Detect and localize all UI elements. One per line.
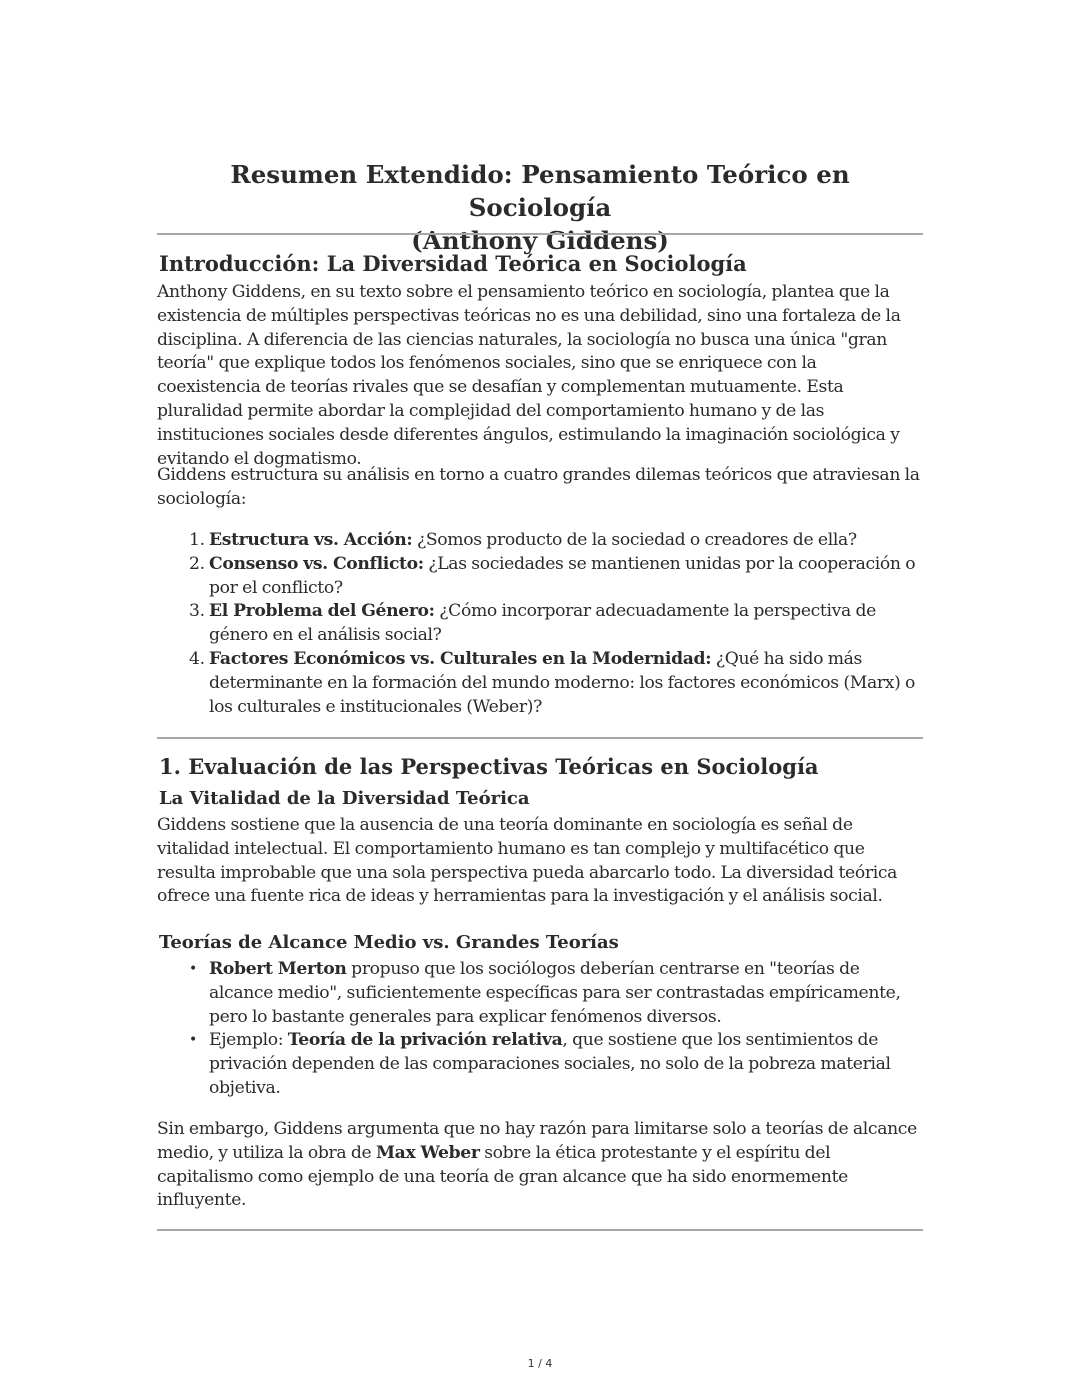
list-number: 3. bbox=[189, 601, 205, 622]
dilemma-text: ¿Las sociedades se mantienen unidas por la cooperación o por el conflicto? bbox=[209, 553, 916, 598]
dilemma-term: Estructura vs. Acción: bbox=[209, 530, 413, 550]
document-title-line2: (Anthony Giddens) bbox=[411, 226, 669, 255]
section1-closing-paragraph: Sin embargo, Giddens argumenta que no hay razón para limitarse solo a teorías de alcance medio, y utiliza la obra de Max Weber sobre la ética protestante y el espíritu del capitalismo como ejemplo de una teoría de gran alcance que ha sido enormemente influyente. bbox=[157, 1119, 917, 1211]
bullet-icon: • bbox=[189, 1032, 197, 1049]
dilemma-term: El Problema del Género: bbox=[209, 601, 435, 622]
section1-heading: 1. Evaluación de las Perspectivas Teóricas en Sociología bbox=[159, 754, 819, 779]
dilemma-item bbox=[157, 600, 923, 648]
horizontal-rule bbox=[157, 233, 923, 235]
document-title-line1: Resumen Extendido: Pensamiento Teórico en Sociología bbox=[230, 160, 850, 222]
closing-term: Max Weber bbox=[375, 1142, 480, 1163]
dilemma-text: ¿Somos producto de la sociedad o creadores de ella? bbox=[412, 530, 857, 550]
horizontal-rule bbox=[157, 737, 923, 739]
bullet-item bbox=[157, 1029, 923, 1100]
intro-paragraph-1: Anthony Giddens, en su texto sobre el pensamiento teórico en sociología, plantea que la existencia de múltiples perspectivas teóricas no es una debilidad, sino una fortaleza de la disciplina. A diferencia de las ciencias naturales, la sociología no busca una única "gran teoría" que explique todos los fenómenos sociales, sino que se enriquece con la coexistencia de teorías rivales que se desafían y complementan mutuamente. Esta pluralidad permite abordar la complejidad del comportamiento humano y de las instituciones sociales desde diferentes ángulos, estimulando la imaginación sociológica y evitando el dogmatismo. bbox=[157, 282, 901, 469]
dilemmas-list bbox=[157, 529, 923, 719]
dilemma-text: ¿Cómo incorporar adecuadamente la perspectiva de género en el análisis social? bbox=[209, 601, 876, 646]
intro-heading: Introducción: La Diversidad Teórica en Sociología bbox=[159, 251, 747, 276]
horizontal-rule bbox=[157, 1229, 923, 1231]
dilemma-item bbox=[157, 648, 923, 719]
bullet-term: Robert Merton bbox=[209, 959, 347, 979]
dilemma-term: Consenso vs. Conflicto: bbox=[209, 553, 424, 574]
section1-sub1-heading: La Vitalidad de la Diversidad Teórica bbox=[159, 788, 530, 809]
dilemma-item bbox=[157, 553, 923, 601]
bullet-item bbox=[157, 958, 923, 1029]
middle-range-theories-list bbox=[157, 958, 923, 1101]
dilemma-term: Factores Económicos vs. Culturales en la Modernidad: bbox=[209, 648, 712, 669]
section1-sub1-paragraph: Giddens sostiene que la ausencia de una teoría dominante en sociología es señal de vitalidad intelectual. El comportamiento humano es tan complejo y multifacético que resulta improbable que una sola perspectiva pueda abarcarlo todo. La diversidad teórica ofrece una fuente rica de ideas y herramientas para la investigación y el análisis social. bbox=[157, 815, 898, 907]
bullet-text: , que sostiene que los sentimientos de privación dependen de las comparaciones sociales, no solo de la pobreza material objetiva. bbox=[209, 1030, 891, 1098]
list-number: 2. bbox=[189, 553, 205, 574]
dilemma-text: ¿Qué ha sido más determinante en la formación del mundo moderno: los factores económicos (Marx) o los culturales e institucionales (Weber)? bbox=[209, 648, 916, 717]
bullet-icon: • bbox=[189, 961, 197, 977]
section1-sub2-heading: Teorías de Alcance Medio vs. Grandes Teorías bbox=[159, 932, 619, 953]
bullet-term: Teoría de la privación relativa bbox=[287, 1030, 563, 1051]
intro-paragraph-2: Giddens estructura su análisis en torno a cuatro grandes dilemas teóricos que atraviesan la sociología: bbox=[157, 465, 920, 509]
document-title bbox=[157, 158, 923, 257]
list-number: 4. bbox=[189, 648, 205, 669]
bullet-text: propuso que los sociólogos deberían centrarse en "teorías de alcance medio", suficientemente específicas para ser contrastadas empíricamente, pero lo bastante generales para explicar fenómenos diversos. bbox=[209, 959, 901, 1027]
page-indicator: 1 / 4 bbox=[527, 1357, 553, 1370]
list-number: 1. bbox=[189, 530, 205, 550]
dilemma-item bbox=[157, 529, 923, 553]
bullet-prefix: Ejemplo: bbox=[209, 1030, 288, 1051]
